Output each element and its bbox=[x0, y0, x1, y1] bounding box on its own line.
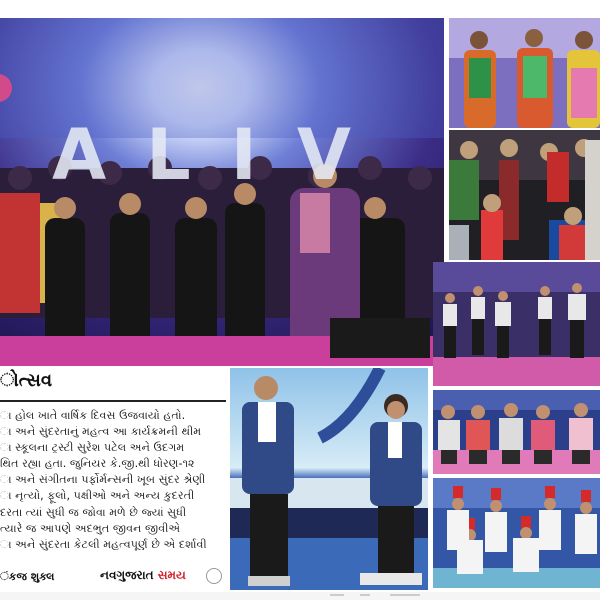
article-body bbox=[0, 408, 228, 553]
article-line: ા નૃત્યો, ફૂલો, પક્ષીઓ અને અન્ય કુદરતી bbox=[0, 489, 195, 503]
main-stage-photo bbox=[0, 18, 444, 366]
article-line: ા અને સુંદરતા કેટલી મહત્વપૂર્ણ છે એ દર્શાવી bbox=[0, 537, 207, 551]
brand-name-accent: સમય bbox=[157, 568, 186, 582]
article-line: થિત રહ્યા હતા. જુનિયર કે.જી.થી ધોરણ-૧૨ bbox=[0, 457, 195, 471]
student-speakers-photo bbox=[230, 368, 428, 590]
newspaper-brand bbox=[100, 568, 186, 583]
article-line: ત્યારે જ આપણે અદભુત જીવન જીવીએ bbox=[0, 521, 181, 535]
main-letters-text: ALIV bbox=[52, 114, 391, 196]
costume-group-photo bbox=[449, 130, 600, 260]
kids-costume-photo bbox=[449, 18, 600, 128]
dancers-pink-stage-photo bbox=[433, 262, 600, 386]
red-hats-photo bbox=[433, 478, 600, 588]
article-block bbox=[0, 368, 228, 590]
article-line: ા અને સુંદરતાનું મહત્વ આ કાર્યક્રમની થીમ bbox=[0, 425, 202, 439]
page-bottom-strip bbox=[0, 592, 600, 600]
kids-seated-photo bbox=[433, 390, 600, 474]
article-line: દરતા ત્યાં સુધી જ જોવા મળે છે જ્યાં સુધી bbox=[0, 505, 187, 519]
article-headline: ોત્સવ bbox=[0, 370, 53, 391]
article-line: ા અને સંગીતના પર્ફોર્મન્સની ખૂબ સુંદર શ્રેણી bbox=[0, 473, 206, 487]
article-line: ા હોલ ખાતે વાર્ષિક દિવસ ઉજવાયો હતો. bbox=[0, 409, 186, 422]
brand-name-part: નવગુજરાત bbox=[100, 568, 158, 582]
brand-logo-icon bbox=[206, 568, 222, 584]
article-byline: ંકજ શુક્લ bbox=[0, 570, 55, 583]
article-line: ા સ્કૂલના ટ્રસ્ટી સુરેશ પટેલ અને ઉદગમ bbox=[0, 441, 185, 455]
headline-rule bbox=[0, 400, 226, 402]
